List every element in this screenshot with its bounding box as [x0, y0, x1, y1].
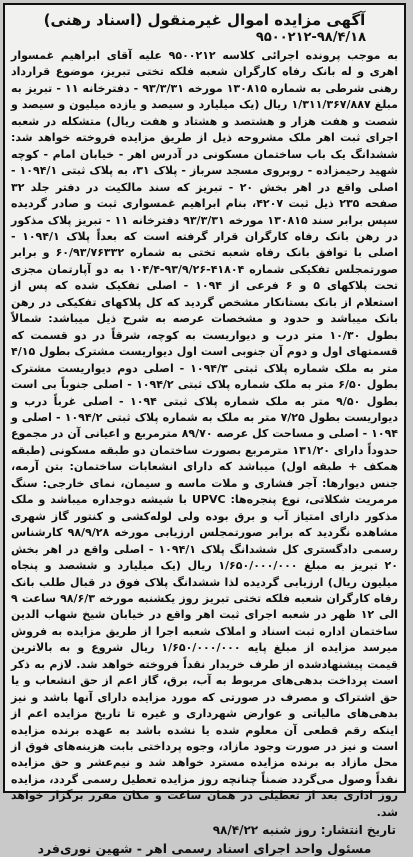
legal-notice: [3, 3, 406, 857]
publish-date: تاریخ انتشار: روز شنبه ۹۸/۴/۲۲: [212, 823, 396, 838]
signature-line: مسئول واحد اجرای اسناد رسمی اهر - شهین نوری‌فرد: [37, 841, 372, 857]
notice-reference: ۹۵۰۰۲۱۲-۹۸/۴/۱۸: [255, 30, 366, 45]
notice-body: به موجب پرونده اجرائی کلاسه ۹۵۰۰۲۱۲ علیه آقای ابراهیم غمسوار اهری و له بانک رفاه کارگران شعبه فلکه تختی تبریز، موضوع قرارداد رهنی شرطی به شماره ۱۳۰۸۱۵ مورخه ۹۳/۳/۳۱ - دفترخانه ۱۱ - تبریز به مبلغ ۱/۳۱۱/۳۶۷/۸۸۷ ریال (یک میلیارد و سیصد و یازده میلیون و سیصد و شصت و هفت هزار و هشتصد و هشتاد و هفت ریال) متشکله در شعبه اجرای ثبت اهر ملک مشروحه ذیل از طریق مزایده فروخته خواهد شد: ششدانگ یک باب ساختمان مسکونی در آدرس اهر - خیابان امام - کوچه شهید رحیمزاده - روبروی مسجد سرباز - پلاک ۳۱، به پلاک ثبتی ۱۰۹۴/۱ - اصلی واقع در اهر بخش ۲۰ - تبریز که سند مالکیت در دفتر جلد ۳۲ صفحه ۲۳۵ ذیل ثبت ۴۲۰۷، بنام ابراهیم غمسواری ثبت و صادر گردیده سپس برابر سند ۱۳۰۸۱۵ مورخه ۹۳/۳/۳۱ دفترخانه ۱۱ - تبریز پلاک مذکور در رهن بانک رفاه کارگران قرار گرفته است که بعداً پلاک ۱۰۹۴/۱ - اصلی با توافق بانک رفاه شعبه تختی به شماره ۶۰/۹۳/۷۶۳۳۲ و برابر صورتمجلس تفکیکی شماره ۴۱۸۰۴-۹۳/۹/۲۶-۱۰۴/۴ به دو آپارتمان مجزی تحت پلاکهای ۵ و ۶ فرعی از ۱۰۹۴ - اصلی تفکیک شده که پس از استعلام از بانک بستانکار مشخص گردید که کل پلاکهای تفکیکی در رهن بانک میباشد و حدود و مشخصات عرصه به شرح ذیل میباشد: شمالاً بطول ۱۰/۳۰ متر درب و دیواریست به کوچه، شرقاً در دو قسمت که قسمتهای اول و دوم آن جنوبی است اول دیواریست مشترک بطول ۴/۱۵ متر به ملک شماره پلاک ثبتی ۱۰۹۴/۳ - اصلی دوم دیواریست مشترک بطول ۶/۵۰ متر به ملک شماره پلاک ثبتی ۱۰۹۴/۲ - اصلی جنوباً بی است بطول ۹/۵۰ متر به ملک شماره پلاک ثبتی ۱۰۹۴ - اصلی غرباً درب و دیواریست بطول ۷/۲۵ متر به ملک به شماره پلاک ثبتی ۱۰۹۴/۲ - اصلی و ۱۰۹۴ - اصلی و مساحت کل عرصه ۸۹/۷۰ مترمربع و اعیانی آن در مجموع حدوداً دارای ۱۳۱/۲۰ مترمربع بصورت ساختمان دو طبقه مسکونی (طبقه همکف + طبقه اول) میباشد که دارای انشعابات ساختمان: بتن آرمه، جنس دیوارها: آجر فشاری و ملات ماسه و سیمان، نمای خارجی: سنگ مرمریت شکلاتی، نوع پنجره‌ها: UPVC با شیشه دوجداره میباشد و ملک مذکور دارای امتیاز آب و برق بوده ولی لوله‌کشی و کنتور گاز شهری مشاهده نگردید که برابر صورتمجلس ارزیابی مورخه ۹۸/۹/۲۸ کارشناس رسمی دادگستری کل ششدانگ پلاک ۱۰۹۴/۱ - اصلی واقع در اهر بخش ۲۰ تبریز به مبلغ ۱/۶۵۰/۰۰۰/۰۰۰ ریال (یک میلیارد و ششصد و پنجاه میلیون ریال) ارزیابی گردیده لذا ششدانگ پلاک فوق در قبال طلب بانک رفاه کارگران شعبه فلکه تختی تبریز روز یکشنبه مورخه ۹۸/۶/۳ ساعت ۹ الی ۱۲ ظهر در شعبه اجرای ثبت اهر واقع در خیابان شیخ شهاب الدین ساختمان اداره ثبت اسناد و املاک شعبه اجرا از طریق مزایده به فروش میرسد مزایده از مبلغ پایه ۱/۶۵۰/۰۰۰/۰۰۰ ریال شروع و به بالاترین قیمت پیشنهادشده از طرف خریدار نقداً فروخته خواهد شد. لازم به ذکر است پرداخت بدهی‌های مربوط به آب، برق، گاز اعم از حق انشعاب و یا حق اشتراک و مصرف در صورتی که مورد مزایده دارای آنها باشد و نیز بدهی‌های مالیاتی و عوارض شهرداری و غیره تا تاریخ مزایده اعم از اینکه رقم قطعی آن معلوم شده یا نشده باشد به عهده برنده مزایده است و نیز در صورت وجود مازاد، وجوه پرداختی بابت هزینه‌های فوق از محل مازاد به برنده مزایده مسترد خواهد شد و نیم‌عشر و حق مزایده نقداً وصول می‌گردد ضمناً چنانچه روز مزایده تعطیل رسمی گردد، مزایده روز اداری بعد از تعطیلی در همان ساعت و مکان مقرر برگزار خواهد شد.: [11, 49, 399, 819]
notice-title: آگهی مزایده اموال غیرمنقول (اسناد رهنی): [43, 11, 366, 29]
